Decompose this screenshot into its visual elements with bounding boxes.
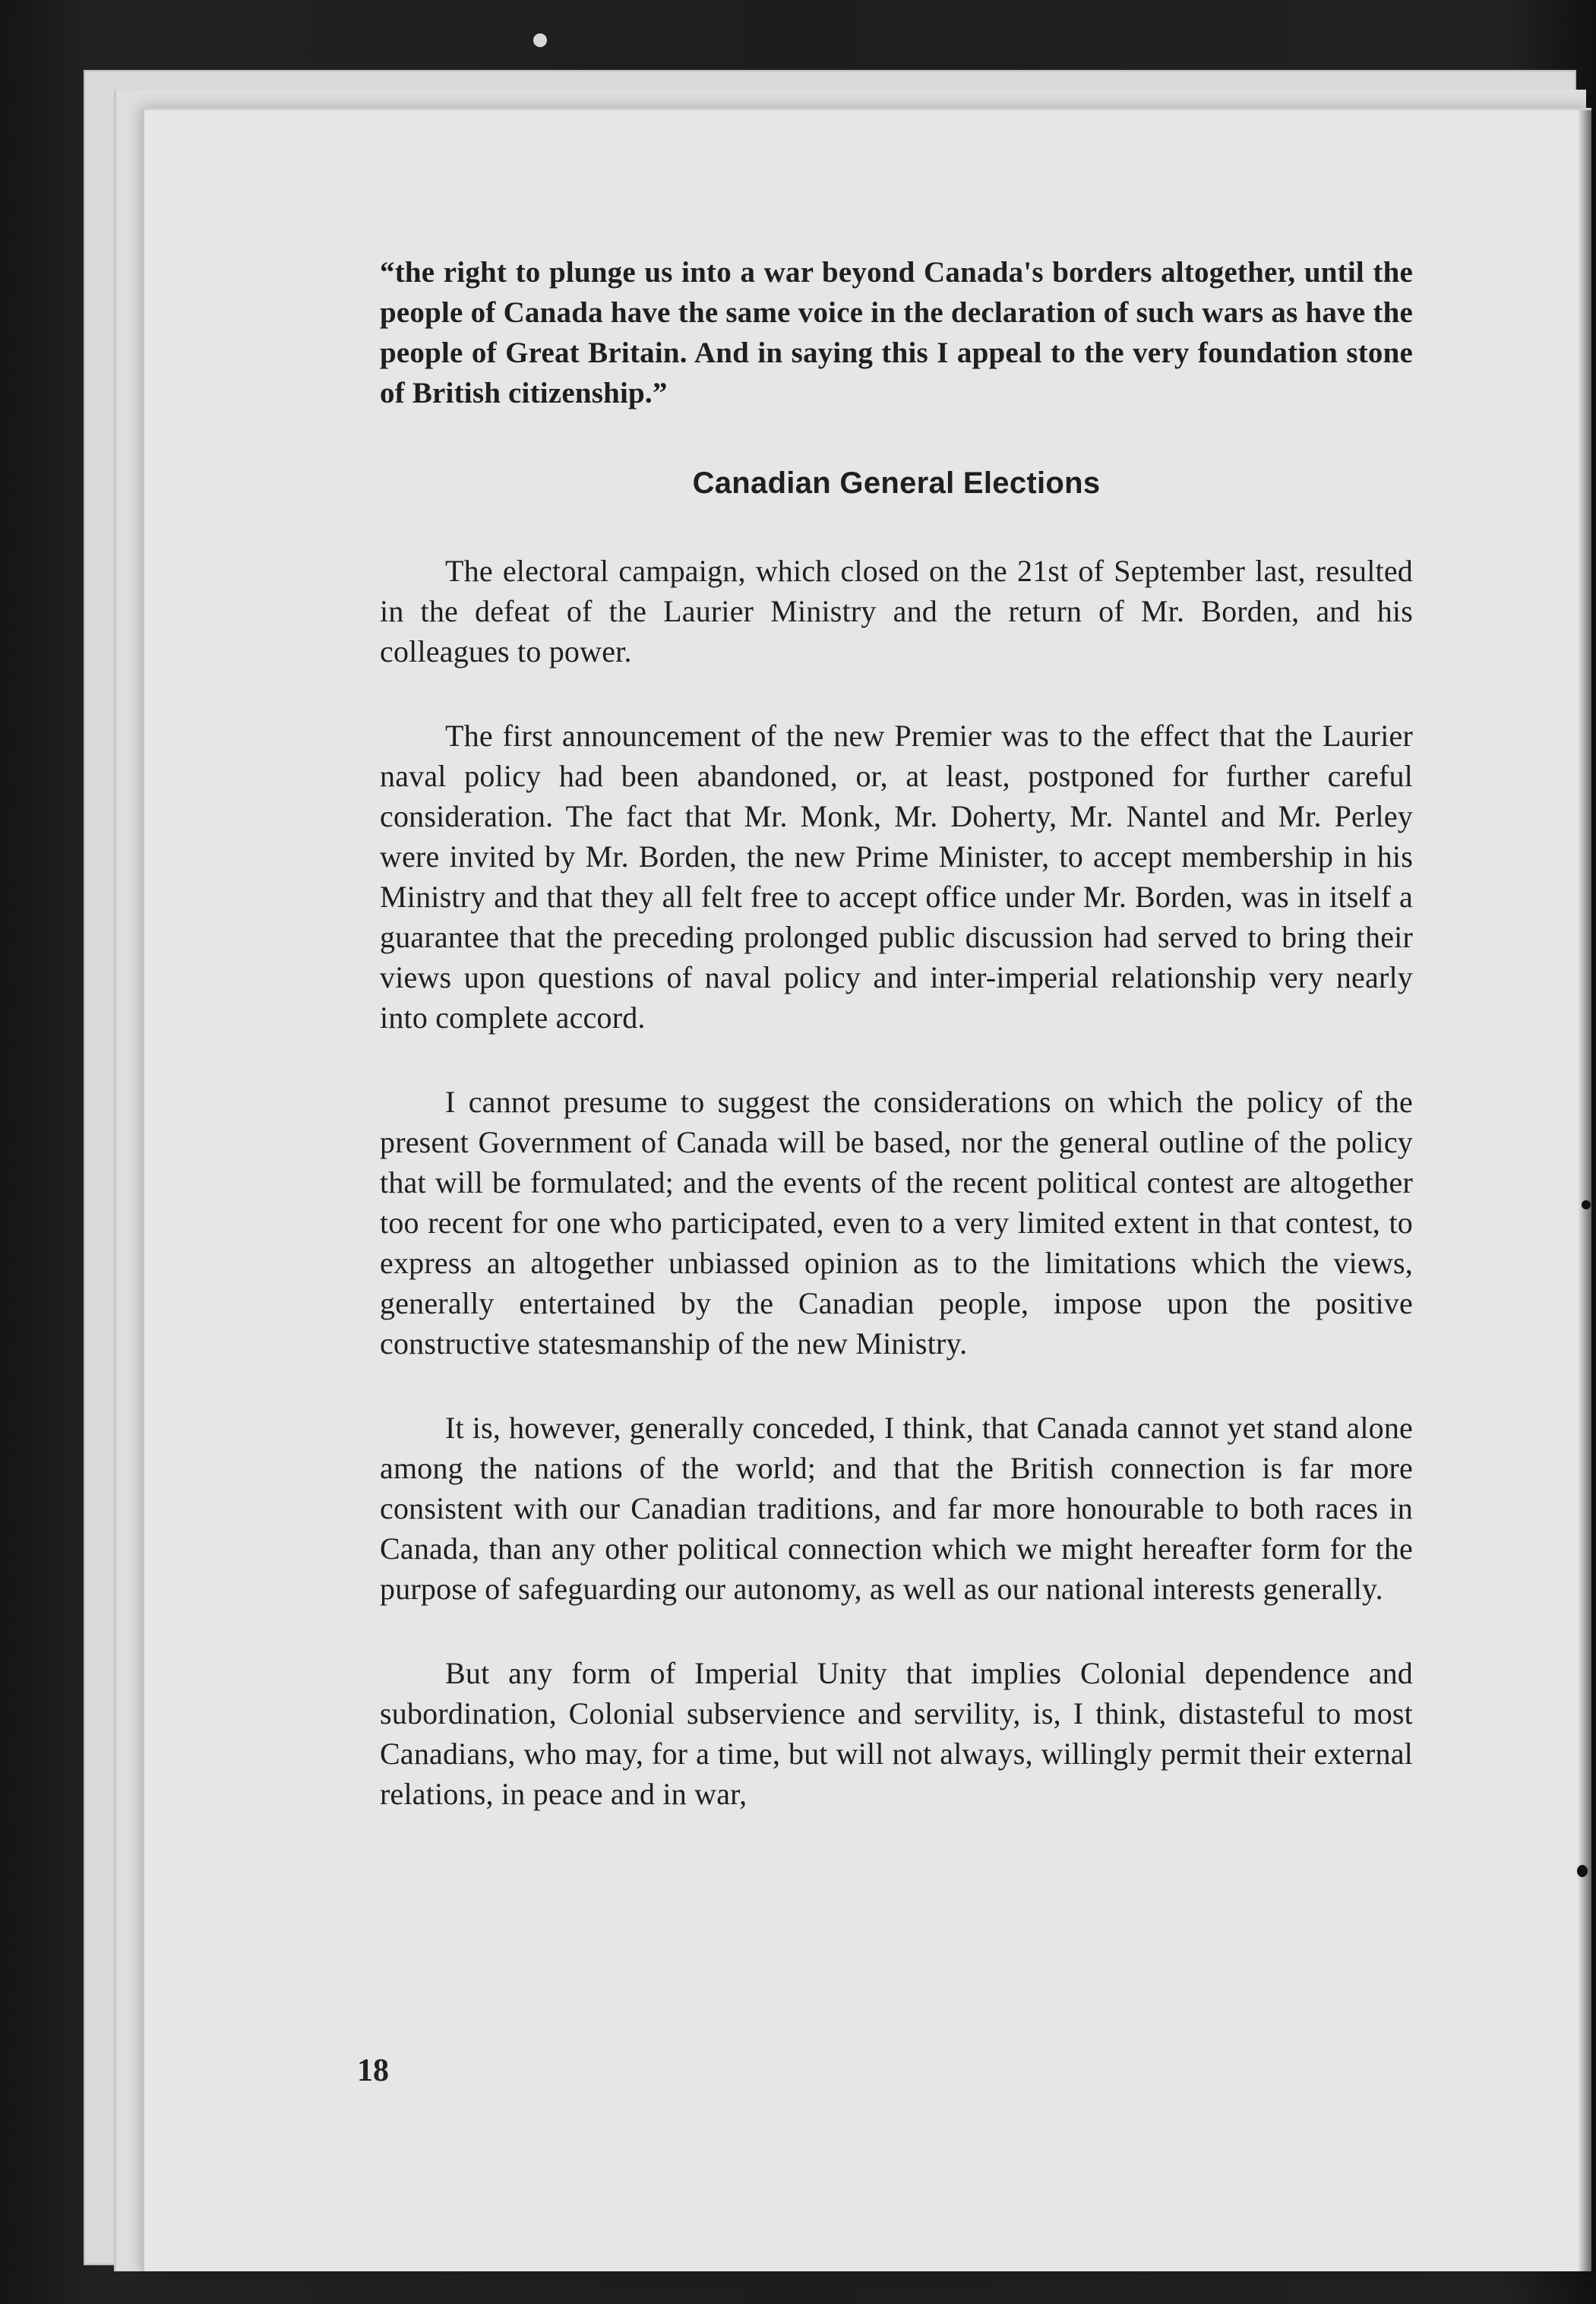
section-title: Canadian General Elections [692, 466, 1101, 500]
paragraph-2: The first announcement of the new Premier was to the effect that the Laurier naval policy had been abandoned, or, at least, postponed for further careful consideration. The fact that Mr. Monk, Mr. Doherty, Mr. Nantel and Mr. Perley were invited by Mr. Borden, the new Prime Minister, to accept membership in his Ministry and that they all felt free to accept office under Mr. Borden, was in itself a guarantee that the preceding prolonged public discussion had served to bring their views upon questions of naval policy and inter-imperial relationship very nearly into complete accord. [380, 719, 1413, 1035]
scan-artifact-lower-right [1577, 1865, 1588, 1877]
paragraph-5: But any form of Imperial Unity that implies Colonial dependence and subordination, Colonial subservience and servility, is, I think, distasteful to most Canadians, who may, for a time, but will not always, willingly permit their external relations, in peace and in war, [380, 1656, 1413, 1811]
paragraph-1: The electoral campaign, which closed on the 21st of September last, resulted in the defeat of the Laurier Ministry and the return of Mr. Borden, and his colleagues to power. [380, 554, 1413, 668]
page-content [380, 252, 1413, 1814]
opening-quote: “the right to plunge us into a war beyond Canada's borders altogether, until the people of Canada have the same voice in the declaration of such wars as have the people of Great Britain. And in saying this I appeal to the very foundation stone of British citizenship.” [380, 256, 1413, 409]
scan-artifact [533, 33, 547, 47]
page-number: 18 [357, 2053, 389, 2088]
paragraph-4: It is, however, generally conceded, I think, that Canada cannot yet stand alone among the nations of the world; and that the British connection is far more consistent with our Canadian traditions, and far more honourable to both races in Canada, than any other political connection which we might hereafter form for the purpose of safeguarding our autonomy, as well as our national interests generally. [380, 1411, 1413, 1606]
scan-artifact-right [1582, 1200, 1591, 1209]
paragraph-3: I cannot presume to suggest the considerations on which the policy of the present Government of Canada will be based, nor the general outline of the policy that will be formulated; and the events of the recent political contest are altogether too recent for one who participated, even to a very limited extent in that contest, to express an altogether unbiassed opinion as to the limitations which the views, generally entertained by the Canadian people, impose upon the positive constructive statesmanship of the new Ministry. [380, 1085, 1413, 1361]
